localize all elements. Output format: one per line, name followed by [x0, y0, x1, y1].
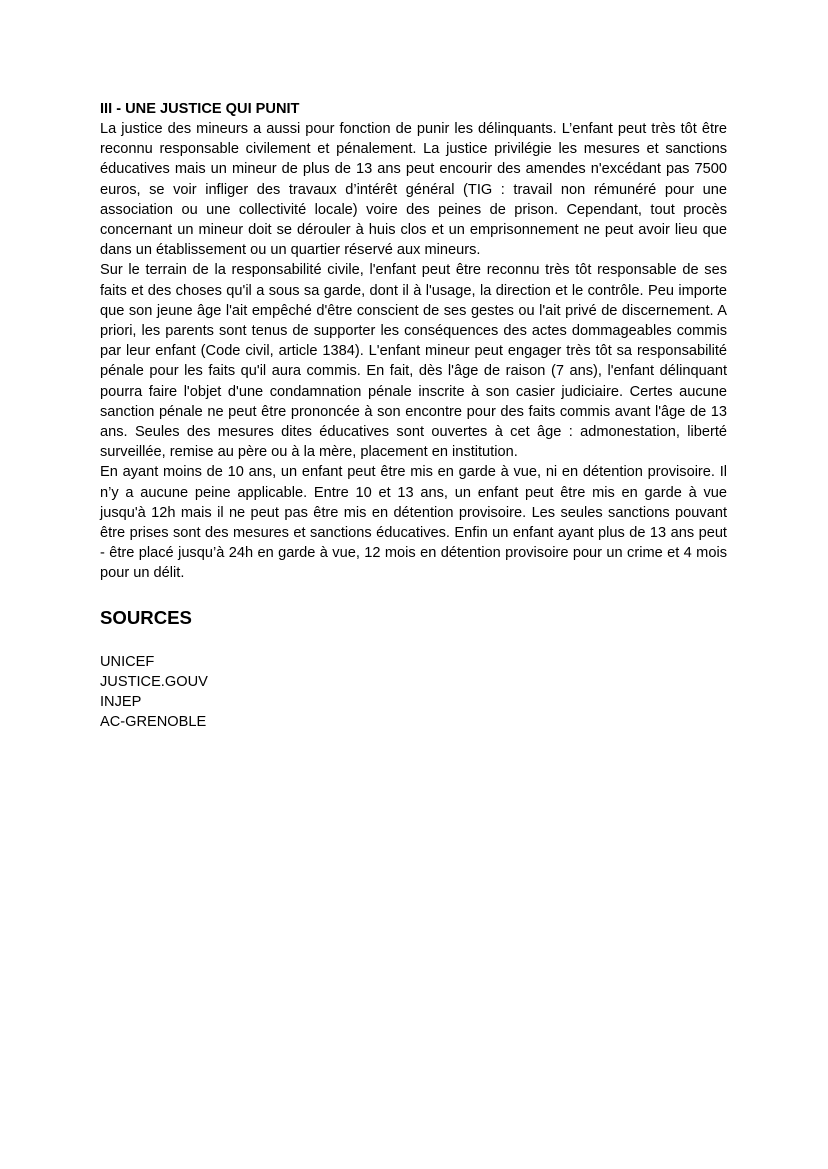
source-item-ac-grenoble: AC-GRENOBLE: [100, 714, 207, 731]
sources-list: [100, 652, 727, 733]
source-item-injep: INJEP: [100, 694, 142, 711]
section-heading: III - UNE JUSTICE QUI PUNIT: [100, 101, 300, 117]
paragraph-punishment-intro: La justice des mineurs a aussi pour fonction de punir les délinquants. L’enfant peut très tôt être reconnu responsable civilement et pénalement. La justice privilégie les mesures et sanctions éducatives mais un mineur de plus de 13 ans peut encourir des amendes n'excédant pas 7500 euros, se voir infliger des travaux d’intérêt général (TIG : travail non rémunéré pour une association ou une collectivité locale) voire des peines de prison. Cependant, tout procès concernant un mineur doit se dérouler à huis clos et un emprisonnement ne peut avoir lieu que dans un établissement ou un quartier réservé aux mineurs.: [100, 121, 727, 259]
document-page: [100, 99, 727, 732]
source-item-justice-gouv: JUSTICE.GOUV: [100, 673, 208, 690]
source-item-unicef: UNICEF: [100, 653, 155, 670]
paragraph-civil-responsibility: Sur le terrain de la responsabilité civile, l'enfant peut être reconnu très tôt responsable de ses faits et des choses qu'il a sous sa garde, dont il à l'usage, la direction et le contrôle. Peu importe que son jeune âge l'ait empêché d'être conscient de ses gestes ou l'ait privé de discernement. A priori, les parents sont tenus de supporter les conséquences des actes dommageables commis par leur enfant (Code civil, article 1384). L'enfant mineur peut engager très tôt sa responsabilité pénale pour les faits qu'il aura commis. En fait, dès l'âge de raison (7 ans), l'enfant délinquant pourra faire l'objet d'une condamnation pénale inscrite à son casier judiciaire. Certes aucune sanction pénale ne peut être prononcée à son encontre pour des faits commis avant l'âge de 13 ans. Seules des mesures dites éducatives sont ouvertes à cet âge : admonestation, liberté surveillée, remise au père ou à la mère, placement en institution.: [100, 262, 727, 461]
sources-title: SOURCES: [100, 606, 192, 628]
paragraph-age-thresholds: En ayant moins de 10 ans, un enfant peut être mis en garde à vue, ni en détention provisoire. Il n’y a aucune peine applicable. Entre 10 et 13 ans, un enfant peut être mis en garde à vue jusqu'à 12h mais il ne peut pas être mis en détention provisoire. Les seules sanctions pouvant être prises sont des mesures et sanctions éducatives. Enfin un enfant ayant plus de 13 ans peut - être placé jusqu’à 24h en garde à vue, 12 mois en détention provisoire pour un crime et 4 mois pour un délit.: [100, 464, 727, 582]
